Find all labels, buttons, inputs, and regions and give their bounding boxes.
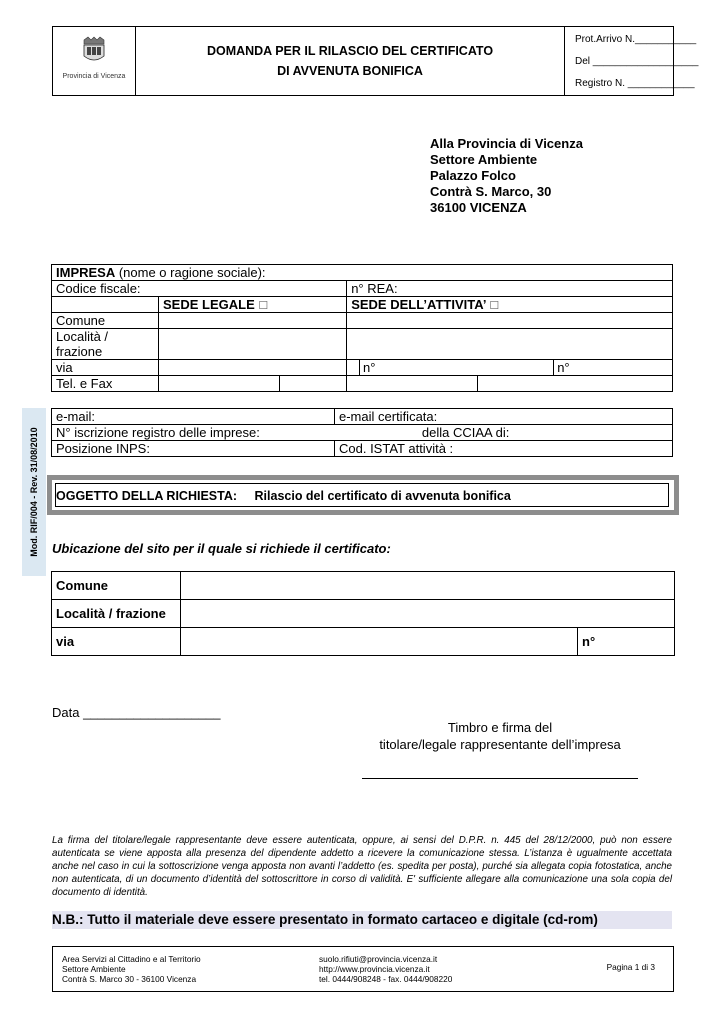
footer-area: Area Servizi al Cittadino e al Territorio [62, 954, 201, 964]
iscrizione-registro-field[interactable] [52, 425, 673, 441]
prot-arrivo-field[interactable]: Prot.Arrivo N.___________ [575, 34, 697, 45]
comune-sede-legale-field[interactable] [159, 313, 347, 329]
sede-attivita-label: SEDE DELL’ATTIVITA’ [351, 297, 486, 312]
ubicazione-table [51, 571, 675, 656]
numero-label: n° [553, 360, 569, 375]
rea-field[interactable]: n° REA: [347, 281, 673, 297]
via-label: via [52, 360, 159, 376]
email-cert-field[interactable]: e-mail certificata: [335, 409, 673, 425]
registro-field[interactable]: Registro N. ____________ [575, 78, 695, 89]
ubicazione-localita-label: Località / frazione [52, 600, 181, 628]
ubicazione-via-field[interactable] [181, 628, 578, 656]
numero-label: n° [359, 360, 375, 375]
codice-fiscale-field[interactable]: Codice fiscale: [52, 281, 347, 297]
blank-header-cell [52, 297, 159, 313]
localita-label-line-1: Località / [56, 329, 109, 344]
localita-sede-attivita-field[interactable] [347, 329, 673, 360]
tel-sede-legale-field[interactable] [159, 376, 280, 392]
istat-field[interactable]: Cod. ISTAT attività : [335, 441, 673, 457]
localita-label-line-2: frazione [56, 344, 103, 359]
localita-label [52, 329, 159, 360]
comune-label: Comune [52, 313, 159, 329]
contacts-table [51, 408, 673, 457]
footer-office [62, 954, 201, 984]
footer-email[interactable]: suolo.rifiuti@provincia.vicenza.it [319, 954, 438, 964]
module-revision-sidebar [22, 408, 46, 576]
sede-legale-label: SEDE LEGALE [163, 297, 255, 312]
recipient-line-3: Palazzo Folco [430, 168, 516, 183]
via-sede-attivita-field[interactable] [347, 360, 673, 376]
nb-notice: N.B.: Tutto il materiale deve essere presentato in formato cartaceo e digitale (cd-rom) [52, 911, 672, 929]
tel-sede-attivita-field[interactable] [347, 376, 478, 392]
ubicazione-heading: Ubicazione del sito per il quale si richiede il certificato: [52, 541, 391, 556]
footer-tel: tel. 0444/908248 - fax. 0444/908220 [319, 974, 453, 984]
logo-caption: Provincia di Vicenza [62, 73, 126, 80]
provincia-coat-of-arms-icon [82, 36, 106, 64]
ubicazione-via-label: via [52, 628, 181, 656]
impresa-label-suffix: (nome o ragione sociale): [115, 265, 266, 280]
recipient-address [430, 136, 583, 216]
footer-indirizzo: Contrà S. Marco 30 - 36100 Vicenza [62, 974, 197, 984]
ubicazione-comune-label: Comune [52, 572, 181, 600]
ubicazione-localita-field[interactable] [181, 600, 675, 628]
protocol-box [565, 27, 699, 95]
document-header [52, 26, 699, 96]
recipient-line-5: 36100 VICENZA [430, 200, 527, 215]
footer-contacts [319, 954, 452, 984]
signature-line[interactable] [362, 778, 638, 779]
ubicazione-numero-field[interactable]: n° [578, 628, 675, 656]
sede-attivita-header [347, 297, 673, 313]
document-title [136, 27, 565, 95]
comune-sede-attivita-field[interactable] [347, 313, 673, 329]
impresa-table [51, 264, 673, 392]
checkbox-icon[interactable]: ☐ [258, 300, 269, 312]
timbro-line-1: Timbro e firma del [447, 720, 553, 735]
recipient-line-1: Alla Provincia di Vicenza [430, 136, 583, 151]
data-field[interactable]: Data ___________________ [52, 705, 221, 720]
oggetto-box [55, 483, 669, 507]
module-revision-text: Mod. RIF/004 - Rev. 31/08/2010 [29, 427, 39, 557]
authentication-note: La firma del titolare/legale rappresentante deve essere autenticata, oppure, ai sensi del D.P.R. n. 445 del 28/12/2000, può non essere autenticata se viene apposta alla presenza del dipendente addetto a ricevere la comunicazione stessa. L’istanza è ugualmente accettata anche nel caso in cui la sottoscrizione venga apposta non avanti l’addetto (es. spedita per posta), purché sia allegata copia fotostatica, anche non autenticata, di un documento d’identità del sottoscrittore in corso di validità. E' sufficiente allegare alla comunicazione una sola copia del documento di identità. [52, 835, 672, 898]
oggetto-value: Rilascio del certificato di avvenuta bonifica [254, 489, 511, 503]
logo-cell [53, 27, 136, 95]
inps-field[interactable]: Posizione INPS: [52, 441, 335, 457]
footer-settore: Settore Ambiente [62, 964, 126, 974]
via-sede-legale-field[interactable] [159, 360, 376, 376]
title-line-1: DOMANDA PER IL RILASCIO DEL CERTIFICATO [206, 44, 494, 58]
recipient-line-2: Settore Ambiente [430, 152, 538, 167]
fax-sede-legale-field[interactable] [280, 376, 347, 392]
timbro-firma-label [362, 719, 638, 753]
recipient-line-4: Contrà S. Marco, 30 [430, 184, 552, 199]
email-field[interactable]: e-mail: [52, 409, 335, 425]
title-line-2: DI AVVENUTA BONIFICA [277, 64, 423, 78]
page-footer [52, 946, 674, 992]
del-field[interactable]: Del ___________________ [575, 56, 699, 67]
checkbox-icon[interactable]: ☐ [489, 300, 500, 312]
impresa-name-field[interactable] [52, 265, 673, 281]
sede-legale-header [159, 297, 347, 313]
ubicazione-comune-field[interactable] [181, 572, 675, 600]
oggetto-label: OGGETTO DELLA RICHIESTA: [56, 489, 238, 503]
fax-sede-attivita-field[interactable] [478, 376, 673, 392]
cciaa-label: della CCIAA di: [421, 425, 510, 440]
tel-fax-label: Tel. e Fax [52, 376, 159, 392]
page-number: Pagina 1 di 3 [606, 962, 655, 972]
iscrizione-label: N° iscrizione registro delle imprese: [56, 425, 260, 440]
localita-sede-legale-field[interactable] [159, 329, 347, 360]
impresa-label: IMPRESA [56, 265, 116, 280]
footer-web[interactable]: http://www.provincia.vicenza.it [319, 964, 430, 974]
timbro-line-2: titolare/legale rappresentante dell’impresa [379, 737, 621, 752]
